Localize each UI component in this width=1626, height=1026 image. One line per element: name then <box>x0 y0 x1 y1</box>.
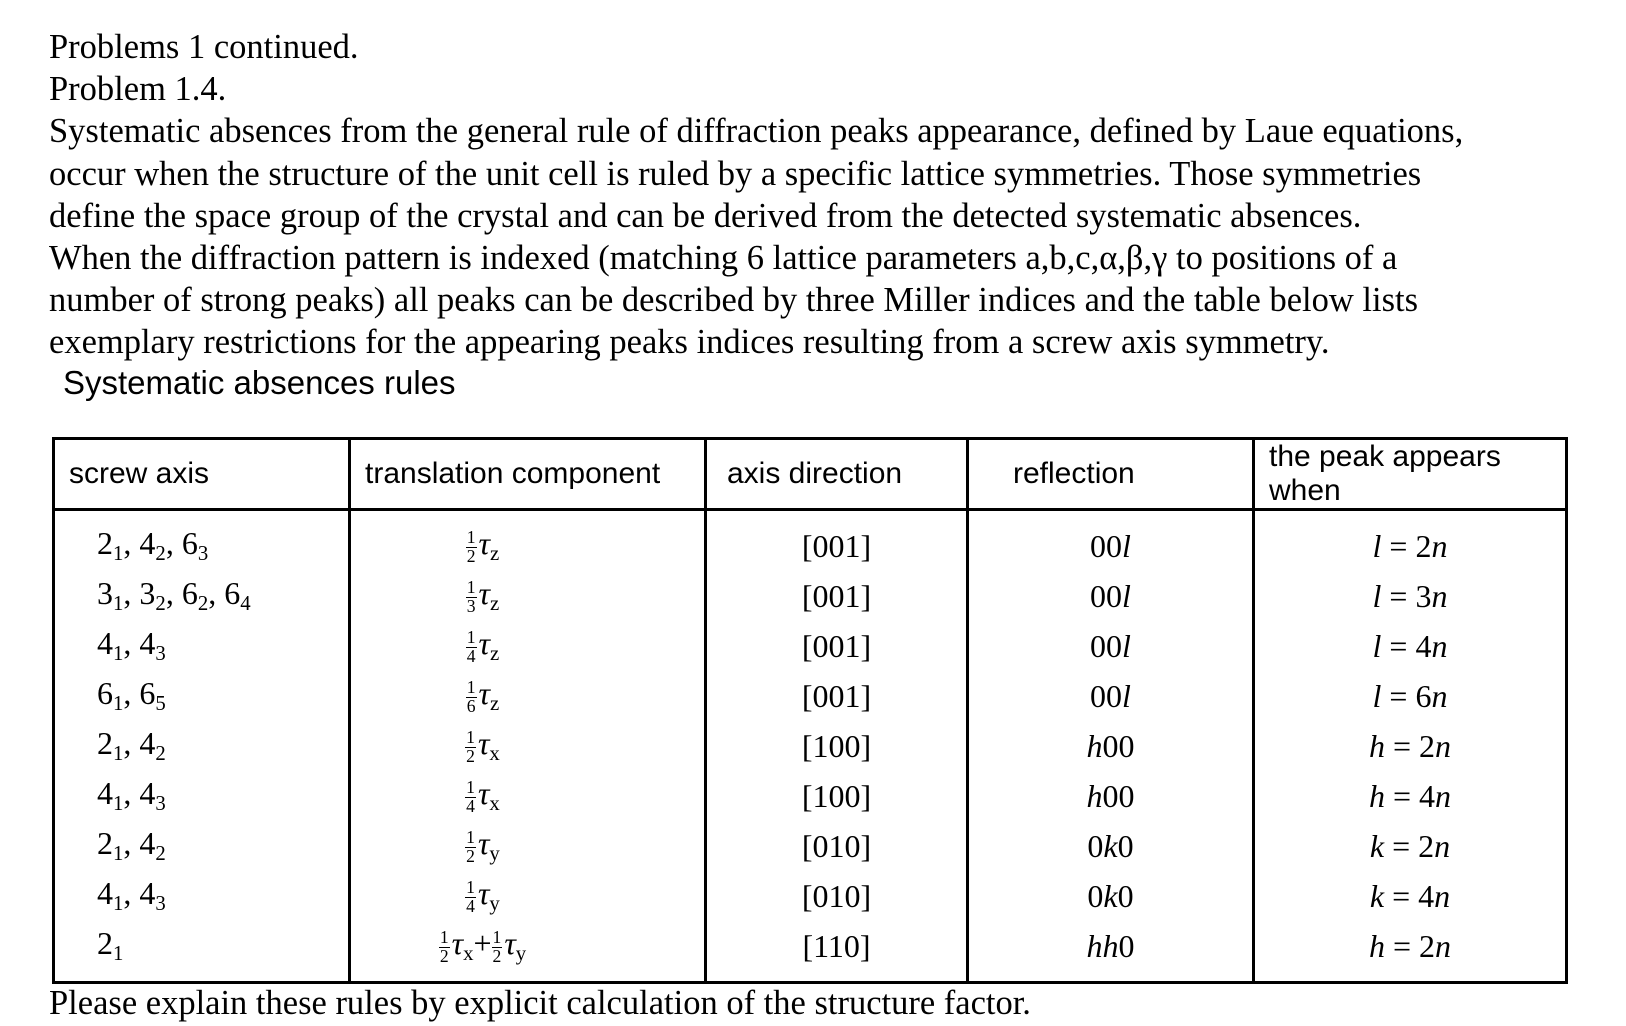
axis-direction-cell: [001] <box>706 621 968 671</box>
subscript: 1 <box>113 542 124 566</box>
screw-axis-cell: $6_1$, $6_5$ <box>54 671 350 721</box>
column-header: reflection <box>968 439 1254 510</box>
condition-cell: h = 2n <box>1254 721 1567 771</box>
subscript: 1 <box>113 842 124 866</box>
index: h <box>1368 927 1385 964</box>
index: k <box>1369 877 1385 914</box>
index: l <box>1122 577 1131 614</box>
screw-axis-cell: $4_1$, $4_3$ <box>54 871 350 921</box>
text-line: When the diffraction pattern is indexed (matching 6 lattice parameters a,b,c,α,β,γ to positions of a <box>49 239 1398 278</box>
reflection-cell: hh0 <box>968 921 1254 983</box>
subscript-z: z <box>490 642 500 666</box>
denominator: 2 <box>492 945 502 966</box>
numerator: 1 <box>439 926 449 947</box>
translation-cell: $\frac{1}{2}$ $\tau_x+$ $\frac{1}{2}$ $\tau_y$ <box>350 921 706 983</box>
subscript-x: x <box>489 792 500 816</box>
condition-cell: k = 4n <box>1254 871 1567 921</box>
screw-axis-cell: $3_1$, $3_2$, $6_2$, $6_4$ <box>54 571 350 621</box>
subscript: 3 <box>155 642 166 666</box>
denominator: 2 <box>466 845 475 866</box>
column-header: axis direction <box>706 439 968 510</box>
subscript-z: z <box>490 692 500 716</box>
axis-direction-cell: [010] <box>706 821 968 871</box>
table-row <box>54 771 1567 821</box>
fraction <box>466 526 477 566</box>
table-row <box>54 621 1567 671</box>
subscript: 2 <box>197 592 209 616</box>
denominator: 2 <box>466 545 476 566</box>
subscript: 2 <box>155 592 166 616</box>
condition-cell: h = 4n <box>1254 771 1567 821</box>
subscript: 1 <box>113 892 124 916</box>
index: h <box>1086 727 1103 764</box>
reflection-cell: 00l <box>968 571 1254 621</box>
subscript: 5 <box>155 692 166 716</box>
screw-axis-cell: $4_1$, $4_3$ <box>54 771 350 821</box>
subscript-x: x <box>489 742 500 766</box>
table-row <box>54 721 1567 771</box>
reflection-cell: 0k0 <box>968 871 1254 921</box>
fraction <box>466 676 477 716</box>
screw-axis-cell: $2_1$, $4_2$ <box>54 721 350 771</box>
reflection-cell: h00 <box>968 771 1254 821</box>
index: l <box>1122 677 1131 714</box>
table-row <box>54 571 1567 621</box>
subscript: 2 <box>155 842 166 866</box>
table-row <box>54 921 1567 983</box>
index: l <box>1372 627 1382 664</box>
n: n <box>1435 927 1452 964</box>
subscript: 1 <box>113 592 124 616</box>
tau: τ <box>477 825 490 862</box>
index: k <box>1369 827 1385 864</box>
n: n <box>1435 777 1452 814</box>
table-row <box>54 871 1567 921</box>
denominator: 4 <box>466 645 476 666</box>
table-row <box>54 510 1567 572</box>
denominator: 2 <box>439 945 449 966</box>
problem-text <box>49 26 1619 364</box>
subscript: 1 <box>113 642 124 666</box>
axis-direction-cell: [001] <box>706 571 968 621</box>
numerator: 1 <box>466 626 476 647</box>
reflection-cell: 00l <box>968 621 1254 671</box>
subscript: 1 <box>113 742 124 766</box>
subscript-z: z <box>490 592 500 616</box>
n: n <box>1435 727 1452 764</box>
text-line: Systematic absences from the general rule of diffraction peaks appearance, defined by Laue equations, <box>49 112 1464 151</box>
reflection-cell: 0k0 <box>968 821 1254 871</box>
index: h <box>1368 727 1385 764</box>
screw-axis-cell: $2_1$ <box>54 921 350 983</box>
condition-cell: k = 2n <box>1254 821 1567 871</box>
index: h <box>1368 777 1385 814</box>
tau: τ <box>451 925 464 962</box>
index: l <box>1122 627 1131 664</box>
axis-direction-cell: [100] <box>706 771 968 821</box>
subscript-y: y <box>489 892 500 916</box>
numerator: 1 <box>466 676 476 697</box>
text-line: exemplary restrictions for the appearing peaks indices resulting from a screw axis symmetry. <box>49 323 1330 362</box>
text-line: Problem 1.4. <box>49 70 227 109</box>
denominator: 6 <box>466 695 476 716</box>
subscript-z: z <box>490 542 500 566</box>
screw-axis-cell: $4_1$, $4_3$ <box>54 621 350 671</box>
text-line: occur when the structure of the unit cell is ruled by a specific lattice symmetries. Those symmetries <box>49 154 1422 193</box>
axis-direction-cell: [001] <box>706 671 968 721</box>
translation-cell <box>350 771 706 821</box>
subscript: 4 <box>240 592 251 616</box>
index: h <box>1086 777 1103 814</box>
translation-cell <box>350 721 706 771</box>
tau: τ <box>478 675 490 712</box>
table-row <box>54 671 1567 721</box>
axis-direction-cell: [001] <box>706 510 968 572</box>
tau: τ <box>477 725 490 762</box>
reflection-cell: 00l <box>968 510 1254 572</box>
fraction <box>465 876 476 916</box>
index: k <box>1103 877 1118 914</box>
subscript-y: y <box>515 942 527 966</box>
translation-cell <box>350 510 706 572</box>
subscript: 1 <box>113 942 124 966</box>
axis-direction-cell: [110] <box>706 921 968 983</box>
index: h <box>1086 927 1103 964</box>
column-header: screw axis <box>54 439 350 510</box>
denominator: 3 <box>466 595 476 616</box>
fraction <box>465 726 476 766</box>
subscript: 3 <box>155 792 166 816</box>
reflection-cell: 00l <box>968 671 1254 721</box>
n: n <box>1431 527 1448 564</box>
footer-question: Please explain these rules by explicit calculation of the structure factor. <box>49 984 1031 1022</box>
translation-cell <box>350 821 706 871</box>
numerator: 1 <box>466 526 476 547</box>
condition-cell: h = 2n <box>1254 921 1567 983</box>
reflection-cell: h00 <box>968 721 1254 771</box>
denominator: 4 <box>466 895 475 916</box>
n: n <box>1431 627 1448 664</box>
subscript: 1 <box>113 792 124 816</box>
tau: τ <box>477 775 490 812</box>
systematic-absences-table <box>52 437 1568 984</box>
index: l <box>1372 677 1382 714</box>
tau: τ <box>478 525 490 562</box>
text-line: number of strong peaks) all peaks can be described by three Miller indices and the table below lists <box>49 281 1419 320</box>
index: l <box>1372 527 1382 564</box>
numerator: 1 <box>466 576 476 597</box>
axis-direction-cell: [010] <box>706 871 968 921</box>
table-title: Systematic absences rules <box>63 364 456 401</box>
fraction <box>439 926 450 966</box>
numerator: 1 <box>466 726 475 747</box>
numerator: 1 <box>466 776 475 797</box>
numerator: 1 <box>466 826 475 847</box>
index: k <box>1103 827 1118 864</box>
condition-cell: l = 6n <box>1254 671 1567 721</box>
fraction <box>492 926 503 966</box>
column-header: the peak appears when <box>1254 439 1567 510</box>
column-header: translation component <box>350 439 706 510</box>
condition-cell: l = 4n <box>1254 621 1567 671</box>
fraction <box>466 576 477 616</box>
numerator: 1 <box>466 876 475 897</box>
translation-cell <box>350 871 706 921</box>
subscript: 1 <box>113 692 124 716</box>
subscript: 3 <box>155 892 166 916</box>
n: n <box>1434 877 1451 914</box>
fraction <box>465 776 476 816</box>
axis-direction-cell: [100] <box>706 721 968 771</box>
tau: τ <box>477 875 490 912</box>
n: n <box>1434 827 1451 864</box>
screw-axis-cell: $2_1$, $4_2$, $6_3$ <box>54 510 350 572</box>
condition-cell: l = 3n <box>1254 571 1567 621</box>
subscript-y: y <box>489 842 500 866</box>
fraction <box>466 626 477 666</box>
subscript: 2 <box>155 542 166 566</box>
index: l <box>1372 577 1382 614</box>
n: n <box>1431 677 1448 714</box>
denominator: 4 <box>466 795 475 816</box>
translation-cell <box>350 671 706 721</box>
screw-axis-cell: $2_1$, $4_2$ <box>54 821 350 871</box>
index: h <box>1102 927 1119 964</box>
tau: τ <box>478 625 490 662</box>
condition-cell: l = 2n <box>1254 510 1567 572</box>
text-line: define the space group of the crystal and can be derived from the detected systematic absences. <box>49 196 1362 235</box>
table-row <box>54 821 1567 871</box>
translation-cell <box>350 571 706 621</box>
table-header-row <box>54 439 1567 510</box>
subscript: 2 <box>155 742 166 766</box>
denominator: 2 <box>466 745 475 766</box>
translation-cell <box>350 621 706 671</box>
subscript: 3 <box>197 542 209 566</box>
text-line: Problems 1 continued. <box>49 28 359 66</box>
tau: τ <box>478 575 490 612</box>
subscript-x: x <box>463 942 474 966</box>
fraction <box>465 826 476 866</box>
index: l <box>1122 527 1131 564</box>
tau: τ <box>504 925 516 962</box>
numerator: 1 <box>492 926 502 947</box>
n: n <box>1431 577 1448 614</box>
